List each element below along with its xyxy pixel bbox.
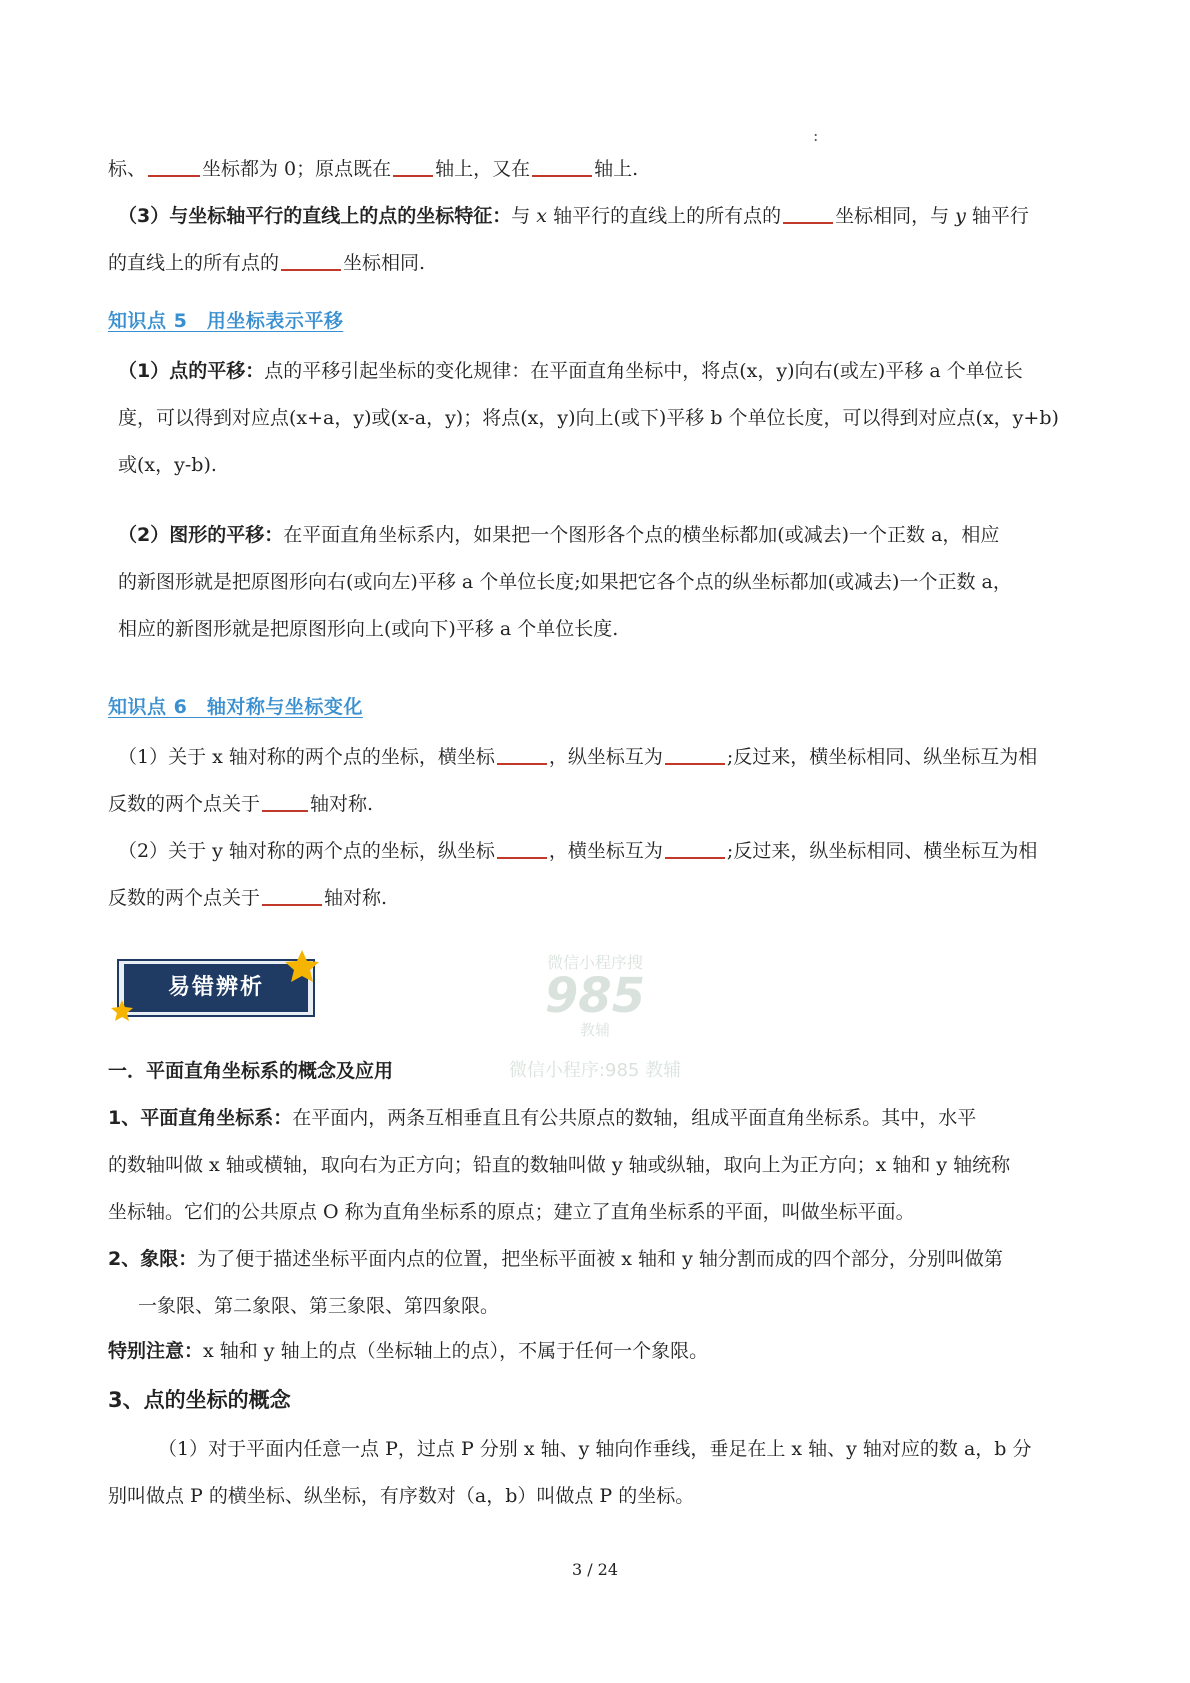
answer-blank — [262, 886, 322, 906]
para-y-symmetry-1 — [118, 838, 1037, 864]
text: 坐标都为 0；原点既在 — [202, 158, 392, 180]
answer-blank — [665, 745, 725, 765]
item3-line1: （1）对于平面内任意一点 P，过点 P 分别 x 轴、y 轴向作垂线，垂足在上 x 轴、y 轴对应的数 a，b 分 — [158, 1438, 1032, 1460]
answer-blank — [532, 157, 592, 177]
text: 轴对称. — [324, 887, 388, 909]
item2-line1 — [108, 1246, 1003, 1272]
text: 坐标相同，与 — [835, 205, 950, 227]
para-point-translation-3: 或(x，y-b). — [118, 454, 217, 476]
watermark — [470, 950, 720, 1100]
text: 为了便于描述坐标平面内点的位置，把坐标平面被 x 轴和 y 轴分割而成的四个部分，分别叫做第 — [197, 1248, 1003, 1270]
answer-blank — [497, 839, 547, 859]
answer-blank — [262, 792, 308, 812]
answer-blank — [148, 157, 200, 177]
answer-blank — [783, 204, 833, 224]
text: 的直线上的所有点的 — [108, 252, 280, 274]
text: x 轴和 y 轴上的点（坐标轴上的点），不属于任何一个象限。 — [203, 1340, 709, 1362]
answer-blank — [497, 745, 547, 765]
text: 在平面内，两条互相垂直且有公共原点的数轴，组成平面直角坐标系。其中，水平 — [292, 1107, 977, 1129]
para-parallel-line-2 — [108, 250, 425, 276]
text: 与 — [511, 205, 531, 227]
text: ，横坐标互为 — [548, 840, 663, 862]
error-analysis-banner — [110, 950, 320, 1022]
watermark-sub: 教辅 — [579, 1021, 610, 1039]
text: x — [536, 205, 548, 227]
item3-title: 3、点的坐标的概念 — [108, 1388, 291, 1412]
text: 坐标相同. — [343, 252, 426, 274]
section-title: 一．平面直角坐标系的概念及应用 — [108, 1060, 394, 1082]
para-x-symmetry-2 — [108, 791, 373, 817]
text: 2、象限： — [108, 1248, 198, 1270]
para-y-symmetry-2 — [108, 885, 387, 911]
para-figure-translation-3: 相应的新图形就是把原图形向上(或向下)平移 a 个单位长度. — [118, 618, 619, 640]
para-figure-translation-2: 的新图形就是把原图形向右(或向左)平移 a 个单位长度;如果把它各个点的纵坐标都加(或减去)一个正数 a， — [118, 571, 1012, 593]
item1-line1 — [108, 1105, 976, 1131]
text: 1、平面直角坐标系： — [108, 1107, 293, 1129]
text: 标、 — [108, 158, 147, 180]
watermark-number: 985 — [544, 968, 646, 1024]
text: 在平面直角坐标系内，如果把一个图形各个点的横坐标都加(或减去)一个正数 a，相应 — [283, 524, 1000, 546]
text: （1）点的平移： — [118, 360, 265, 382]
para-x-symmetry-1 — [118, 744, 1037, 770]
text: （2）关于 y 轴对称的两个点的坐标，纵坐标 — [118, 840, 495, 862]
stray-mark: : — [813, 126, 819, 145]
item1-line2: 的数轴叫做 x 轴或横轴，取向右为正方向；铅直的数轴叫做 y 轴或纵轴，取向上为正方向；x 轴和 y 轴统称 — [108, 1154, 1011, 1176]
answer-blank — [665, 839, 725, 859]
watermark-line1: 微信小程序搜 — [546, 953, 643, 972]
text: 特别注意： — [108, 1340, 204, 1362]
text: ，纵坐标互为 — [548, 746, 663, 768]
para-point-translation-2: 度，可以得到对应点(x+a，y)或(x-a，y)；将点(x，y)向上(或下)平移 b 个单位长度，可以得到对应点(x，y+b) — [118, 407, 1059, 429]
text: 轴上，又在 — [435, 158, 531, 180]
text: ;反过来，纵坐标相同、横坐标互为相 — [726, 840, 1038, 862]
text: （2）图形的平移： — [118, 524, 284, 546]
text: 点的平移引起坐标的变化规律：在平面直角坐标中，将点(x，y)向右(或左)平移 a 个单位长 — [264, 360, 1023, 382]
text: 轴平行的直线上的所有点的 — [553, 205, 782, 227]
text: 反数的两个点关于 — [108, 887, 261, 909]
para-figure-translation-1 — [118, 522, 999, 548]
text: y — [955, 205, 966, 227]
answer-blank — [393, 157, 433, 177]
text: ;反过来，横坐标相同、纵坐标互为相 — [726, 746, 1038, 768]
item1-line3: 坐标轴。它们的公共原点 O 称为直角坐标系的原点；建立了直角坐标系的平面，叫做坐标平面。 — [108, 1201, 915, 1223]
para-point-translation-1 — [118, 358, 1023, 384]
heading-knowledge-5: 知识点 5 用坐标表示平移 — [108, 310, 344, 332]
para-origin — [108, 156, 638, 182]
item3-line2: 别叫做点 P 的横坐标、纵坐标，有序数对（a，b）叫做点 P 的坐标。 — [108, 1485, 695, 1507]
text: （1）关于 x 轴对称的两个点的坐标，横坐标 — [118, 746, 495, 768]
heading-knowledge-6: 知识点 6 轴对称与坐标变化 — [108, 696, 363, 718]
text: （3）与坐标轴平行的直线上的点的坐标特征： — [118, 205, 512, 227]
para-parallel-line-1 — [118, 203, 1029, 229]
page-number: 3 / 24 — [571, 1560, 619, 1579]
answer-blank — [281, 251, 341, 271]
text: 轴平行 — [971, 205, 1029, 227]
text: 轴对称. — [310, 793, 374, 815]
text: 轴上. — [594, 158, 639, 180]
banner-label: 易错辨析 — [167, 975, 264, 1000]
watermark-line2: 微信小程序:985 教辅 — [508, 1060, 682, 1081]
special-note — [108, 1338, 708, 1364]
text: 反数的两个点关于 — [108, 793, 261, 815]
item2-line2: 一象限、第二象限、第三象限、第四象限。 — [138, 1295, 500, 1317]
